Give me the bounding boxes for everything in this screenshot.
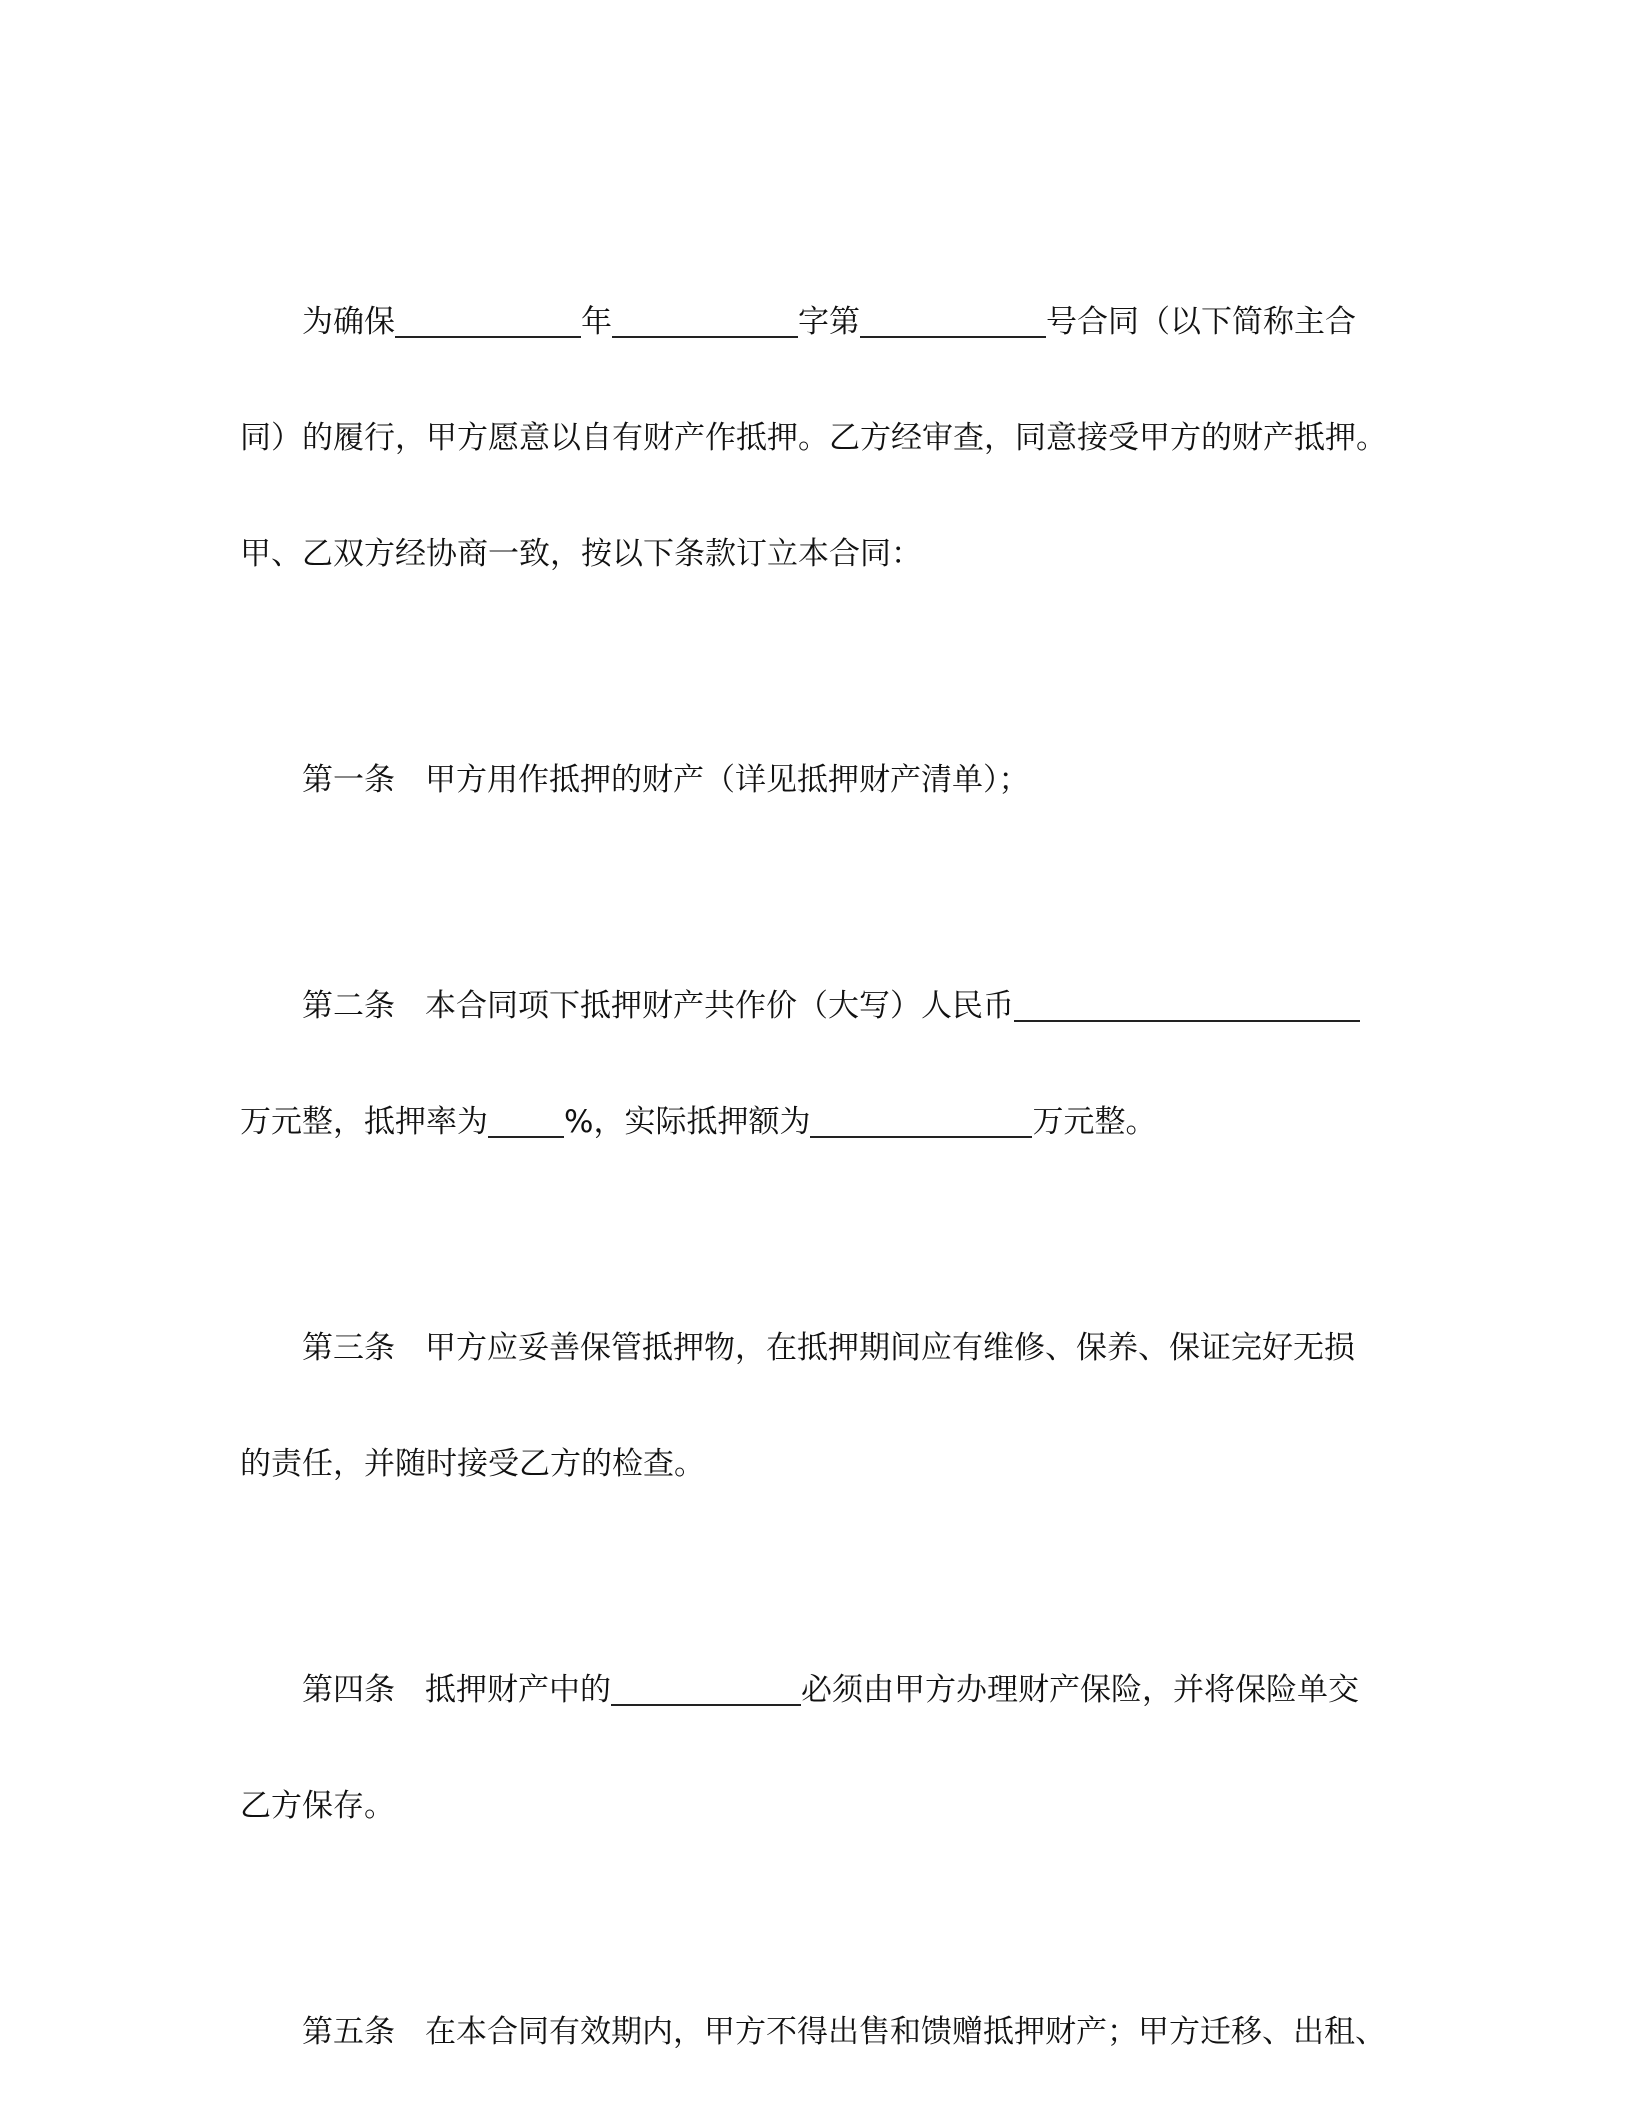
preamble-text: 字第	[798, 304, 860, 340]
mortgage-rate-blank	[488, 1106, 564, 1138]
contract-body	[240, 264, 1387, 2090]
article-4	[240, 1632, 1382, 1748]
preamble-line-2: 同）的履行，甲方愿意以自有财产作抵押。乙方经审查，同意接受甲方的财产抵押。	[240, 420, 1387, 456]
article-3	[240, 1290, 1382, 1406]
preamble-text: 号合同（以下简称主合	[1046, 304, 1356, 340]
article-number: 第五条	[302, 2014, 395, 2050]
preamble-line-3: 甲、乙双方经协商一致，按以下条款订立本合同：	[240, 536, 922, 572]
insured-item-blank	[611, 1674, 801, 1706]
article-text: 必须由甲方办理财产保险，并将保险单交	[801, 1672, 1359, 1708]
article-1	[240, 722, 1382, 838]
article-number: 第一条	[302, 762, 395, 798]
article-5	[240, 1974, 1386, 2090]
article-text: 万元整。	[1032, 1104, 1157, 1140]
article-3-line-2: 的责任，并随时接受乙方的检查。	[240, 1446, 705, 1482]
article-2	[240, 948, 1382, 1064]
article-2-line-2	[240, 1064, 1382, 1180]
year-blank	[395, 306, 581, 338]
article-4-line-2: 乙方保存。	[240, 1788, 395, 1824]
preamble-line-1	[240, 264, 1382, 380]
article-text: 甲方用作抵押的财产（详见抵押财产清单）；	[425, 762, 1030, 798]
article-text: %，实际抵押额为	[564, 1104, 811, 1140]
article-number: 第四条	[302, 1672, 395, 1708]
preamble-text: 年	[581, 304, 612, 340]
article-number: 第二条	[302, 988, 395, 1024]
article-number: 第三条	[302, 1330, 395, 1366]
article-text: 本合同项下抵押财产共作价（大写）人民币	[425, 988, 1014, 1024]
preamble-text: 为确保	[302, 304, 395, 340]
article-text: 在本合同有效期内，甲方不得出售和馈赠抵押财产；甲方迁移、出租、	[425, 2014, 1386, 2050]
article-text: 万元整，抵押率为	[240, 1104, 488, 1140]
article-text: 甲方应妥善保管抵押物，在抵押期间应有维修、保养、保证完好无损	[425, 1330, 1355, 1366]
article-text: 抵押财产中的	[425, 1672, 611, 1708]
word-blank	[612, 306, 798, 338]
valuation-blank	[1014, 990, 1360, 1022]
number-blank	[860, 306, 1046, 338]
mortgage-amount-blank	[810, 1106, 1032, 1138]
